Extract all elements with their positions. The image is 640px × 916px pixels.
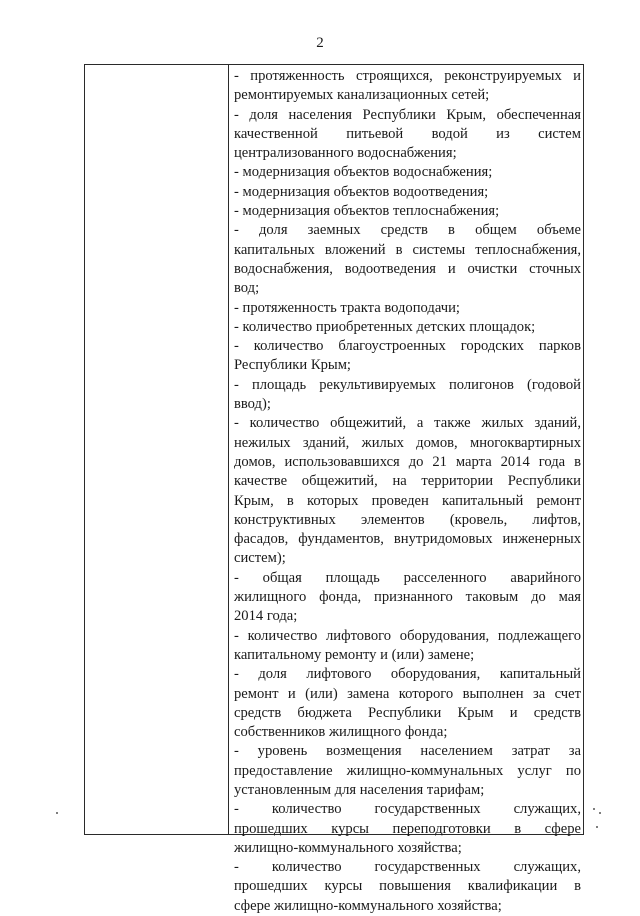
indicator-line: - площадь рекультивируемых полигонов (годовой	[234, 376, 581, 393]
indicator-item	[234, 67, 581, 106]
indicator-line: - модернизация объектов водоснабжения;	[234, 164, 493, 181]
indicator-line: ремонтируемых канализационных сетей;	[234, 87, 490, 104]
indicator-item	[234, 163, 581, 182]
indicator-line: капитальному ремонту и (или) замене;	[234, 646, 475, 663]
indicator-line: - количество общежитий, а также жилых зданий,	[234, 415, 581, 432]
indicator-line: Крым, в которых проведен капитальный ремонт	[234, 492, 581, 509]
indicators-table	[84, 64, 584, 914]
indicator-line: предоставление жилищно-коммунальных услуг по	[234, 762, 581, 779]
indicator-line: Республики Крым;	[234, 357, 351, 374]
indicator-line: - доля населения Республики Крым, обеспеченная	[234, 106, 581, 123]
indicator-line: централизованного водоснабжения;	[234, 145, 457, 162]
page-number: 2	[316, 35, 324, 51]
indicator-item	[234, 627, 581, 666]
indicator-line: фасадов, фундаментов, внутридомовых инженерных	[234, 531, 581, 548]
scan-speck	[593, 808, 595, 810]
indicator-line: домов, использовавшихся до 21 марта 2014 года в	[234, 453, 581, 470]
indicator-line: качественной питьевой водой из систем	[234, 125, 581, 142]
indicator-line: 2014 года;	[234, 608, 298, 625]
indicator-line: - количество государственных служащих,	[234, 859, 581, 876]
indicator-line: систем);	[234, 550, 286, 567]
indicator-item	[234, 202, 581, 221]
indicator-line: установленным для населения тарифам;	[234, 781, 485, 798]
indicator-line: - уровень возмещения населением затрат за	[234, 743, 581, 760]
indicator-line: водоснабжения, водоотведения и очистки сточных	[234, 260, 581, 277]
indicator-line: - протяженность строящихся, реконструируемых и	[234, 68, 581, 84]
indicator-line: собственников жилищного фонда;	[234, 724, 448, 741]
indicator-line: - количество благоустроенных городских парков	[234, 338, 581, 355]
indicator-item	[234, 299, 581, 318]
indicator-item	[234, 665, 581, 742]
indicator-line: - общая площадь расселенного аварийного	[234, 569, 581, 586]
indicator-line: жилищного фонда, признанного таковым до мая	[234, 589, 581, 606]
indicator-line: жилищно-коммунального хозяйства;	[234, 839, 462, 856]
indicator-item	[234, 742, 581, 800]
indicator-line: - количество приобретенных детских площадок;	[234, 318, 536, 335]
indicator-item	[234, 318, 581, 337]
scan-speck	[599, 812, 601, 814]
indicators-list	[234, 67, 581, 916]
indicator-line: прошедших курсы повышения квалификации в	[234, 878, 581, 895]
indicator-line: - доля лифтового оборудования, капитальный	[234, 666, 581, 683]
indicator-line: капитальных вложений в системы теплоснабжения,	[234, 241, 581, 258]
indicator-item	[234, 376, 581, 415]
column-divider	[228, 65, 229, 834]
indicator-line: - количество лифтового оборудования, подлежащего	[234, 627, 581, 644]
indicator-line: ввод);	[234, 396, 271, 413]
indicator-line: вод;	[234, 280, 260, 297]
indicator-line: средств бюджета Республики Крым и средств	[234, 704, 581, 721]
indicator-line: сфере жилищно-коммунального хозяйства;	[234, 897, 502, 914]
indicator-item	[234, 183, 581, 202]
indicator-item	[234, 800, 581, 858]
indicator-line: - количество государственных служащих,	[234, 801, 581, 818]
indicator-line: - протяженность тракта водоподачи;	[234, 299, 460, 316]
indicator-line: - модернизация объектов теплоснабжения;	[234, 203, 500, 220]
scan-speck	[596, 826, 598, 828]
indicator-line: - доля заемных средств в общем объеме	[234, 222, 581, 239]
indicator-line: прошедших курсы переподготовки в сфере	[234, 820, 581, 837]
indicator-item	[234, 337, 581, 376]
indicator-item	[234, 858, 581, 916]
indicator-line: - модернизация объектов водоотведения;	[234, 183, 489, 200]
indicator-line: нежилых зданий, жилых домов, многоквартирных	[234, 434, 581, 451]
indicator-item	[234, 106, 581, 164]
indicator-item	[234, 569, 581, 627]
indicator-item	[234, 414, 581, 568]
indicator-line: конструктивных элементов (кровель, лифтов,	[234, 511, 581, 528]
scan-speck	[56, 812, 58, 814]
indicator-line: качестве общежитий, на территории Республики	[234, 473, 581, 490]
indicator-item	[234, 221, 581, 298]
indicator-line: ремонт и (или) замена которого выполнен за счет	[234, 685, 581, 702]
